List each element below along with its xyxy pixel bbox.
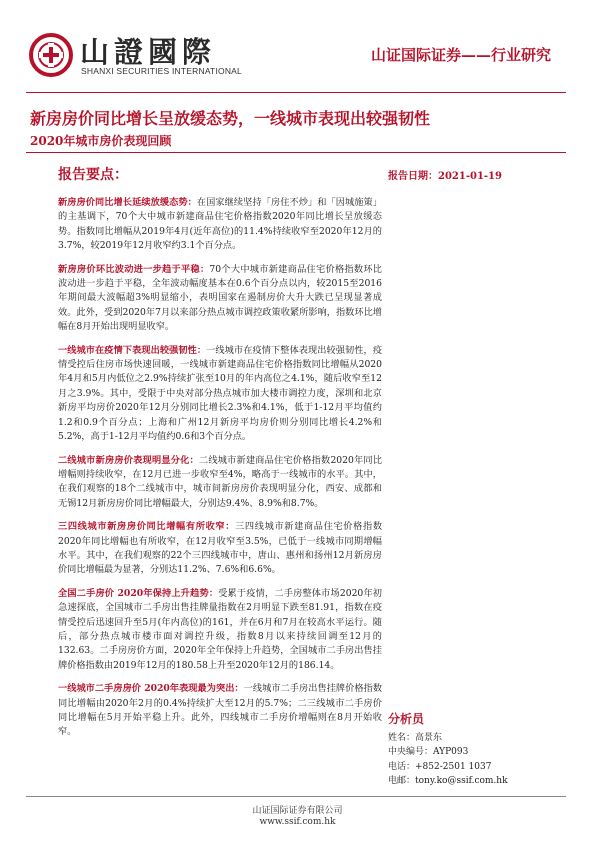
paragraph-text: 一线城市在疫情下整体表现出较强韧性，疫情受控后住房市场快速回暖，一线城市新建商品住宅价格指数同比增幅从2020年4月和5月内低位之2.9%持续扩张至10月的年内高位之4.1%，随后收窄至12月之3.9%。其中，受限于中央对部分热点城市加大楼市调控力度，深圳和北京新房平均房价2020年12月分别同比增长2.3%和4.1%，低于1-12月平均值约1.2和0.9个百分点；上海和广州12月新房平均房价则分别同比增长4.2%和5.2%，高于1-12月平均值约0.6和3个百分点。 <box>58 344 383 443</box>
key-point-paragraph <box>58 454 382 512</box>
key-point-paragraph <box>58 344 382 445</box>
key-point-paragraph <box>58 263 382 335</box>
paragraph-text: 受累于疫情，二手房整体市场2020年初急速探底，全国城市二手房出售挂牌量指数在2月明显下跌至81.91，指数在疫情受控后迅速回升至5月(年内高位)的161，并在6月和7月在较高水平运行。随后，部分热点城市楼市面对调控升级，指数8月以来持续回调至12月的132.63。二手房房价方面，2020年全年保持上升趋势，全国城市二手房出售挂牌价格指数由2019年12月的180.58上升至2020年12月的186.14。 <box>58 587 382 671</box>
section-heading: 报告要点： <box>58 167 128 183</box>
analyst-heading: 分析员 <box>388 712 425 726</box>
key-point-paragraph <box>58 520 382 578</box>
paragraph-lead: 一线城市二手房房价 2020年表现最为突出： <box>58 683 244 695</box>
brand-name-cn: 山證國際 <box>80 35 217 69</box>
analyst-id: 中央编号：AYP093 <box>388 747 469 758</box>
paragraph-text: 一线城市二手房出售挂牌价格指数同比增幅由2020年2月的0.4%持续扩大至12月的5.7%；二三线城市二手房价同比增幅在5月开始平稳上升。此外，四线城市二手房价增幅则在8月开始收窄。 <box>58 683 383 738</box>
footer-website[interactable]: www.ssif.com.hk <box>259 817 336 827</box>
footer-company: 山证国际证券有限公司 <box>252 806 343 816</box>
key-point-paragraph <box>58 196 382 254</box>
key-point-paragraph <box>58 587 382 673</box>
analyst-email[interactable]: 电邮：tony.ko@ssif.com.hk <box>388 776 508 787</box>
report-date <box>388 167 502 182</box>
key-point-paragraph <box>58 682 382 740</box>
key-points <box>58 196 382 749</box>
report-date-label: 报告日期： <box>388 171 438 182</box>
paragraph-text: 70个大中城市新建商品住宅价格指数环比波动进一步趋于平稳，全年波动幅度基本在0.6个百分点以内，较2015至2016年期间最大波幅超3%明显缩小，表明国家在遏制房价大升大跌已呈现显著成效。此外，受到2020年7月以来部分热点城市调控政策收紧所影响，指数环比增幅在8月开始出现明显收窄。 <box>58 263 382 333</box>
header-label: 山证国际证券——行业研究 <box>370 46 551 64</box>
paragraph-lead: 一线城市在疫情下表现出较强韧性： <box>58 344 207 356</box>
document-subtitle: 2020年城市房价表现回顾 <box>30 134 172 148</box>
title-divider <box>26 152 566 153</box>
analyst-phone: 电话：+852-2501 1037 <box>388 761 492 772</box>
report-date-value: 2021-01-19 <box>438 171 502 182</box>
paragraph-text: 在国家继续坚持「房住不炒」和「因城施策」的主基调下，70个大中城市新建商品住宅价格指数2020年同比增长呈放缓态势。指数同比增幅从2019年4月(近年高位)的11.4%持续收窄至2020年12月的3.7%，较2019年12月收窄约3.1个百分点。 <box>58 197 383 252</box>
paragraph-lead: 二线城市新房房价表现明显分化： <box>58 454 199 466</box>
paragraph-text: 二线城市新建商品住宅价格指数2020年同比增幅则持续收窄，在12月已进一步收窄至4%，略高于一线城市的水平。其中，在我们观察的18个二线城市中，城市间新房房价表现明显分化，西安、成都和无锡12月新房房价同比增幅最大，分别达9.4%、8.9%和8.7%。 <box>58 454 383 509</box>
brand-name-en: SHANXI SECURITIES INTERNATIONAL <box>81 66 242 76</box>
paragraph-text: 三四线城市新建商品住宅价格指数2020年同比增幅也有所收窄，在12月收窄至3.5%，已低于一线城市同期增幅水平。其中，在我们观察的22个三四线城市中，唐山、惠州和扬州12月新房房价同比增幅最为显著，分别达11.2%、7.6%和6.6%。 <box>58 521 383 576</box>
analyst-name: 姓名：高景东 <box>388 733 443 743</box>
paragraph-lead: 三四线城市新房房价同比增幅有所收窄： <box>58 521 236 533</box>
document-title: 新房房价同比增长呈放缓态势，一线城市表现出较强韧性 <box>30 109 431 128</box>
footer-divider <box>26 796 566 797</box>
paragraph-lead: 新房房价同比增长延续放缓态势： <box>58 197 197 208</box>
seal-logo-icon <box>28 32 74 78</box>
header-divider <box>26 92 566 93</box>
paragraph-lead: 新房房价环比波动进一步趋于平稳： <box>58 263 210 275</box>
analyst-info <box>388 710 548 789</box>
paragraph-lead: 全国二手房价 2020年保持上升趋势： <box>58 587 219 599</box>
